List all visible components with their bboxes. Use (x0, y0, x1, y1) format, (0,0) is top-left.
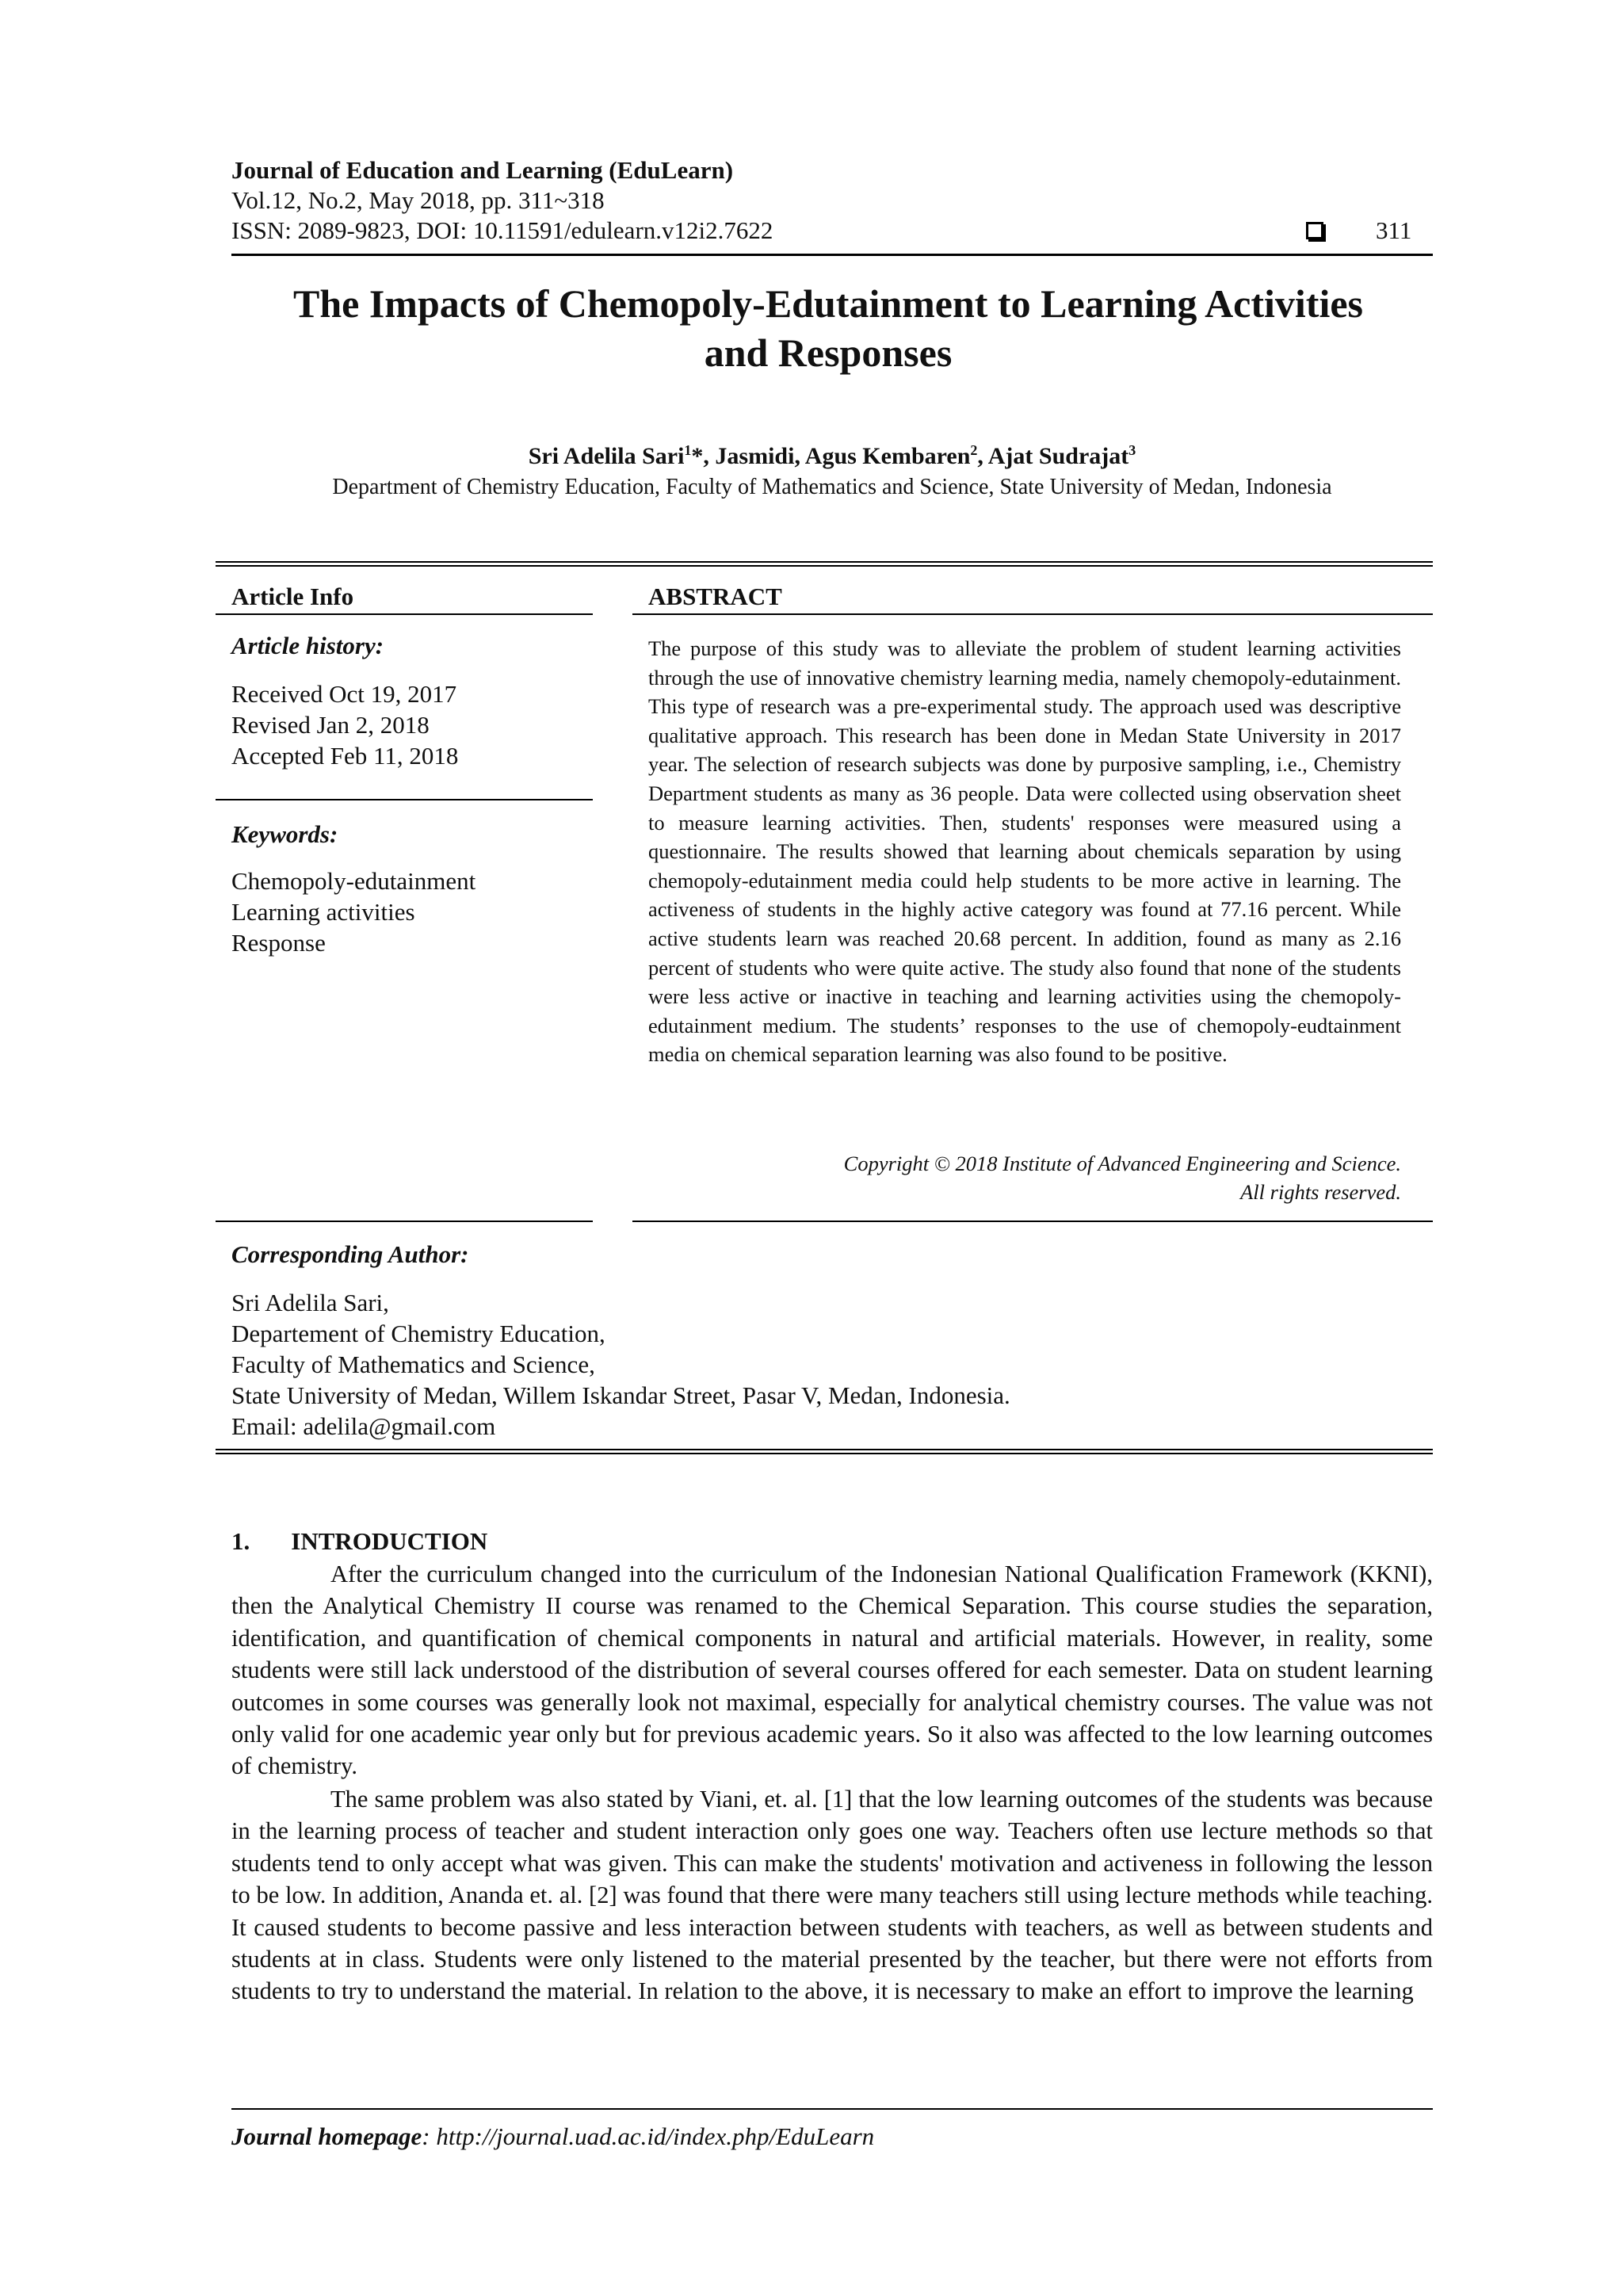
author-affiliation: Department of Chemistry Education, Faculty of Mathematics and Science, State University of Medan, Indonesia (332, 475, 1332, 499)
author-list (231, 442, 1433, 471)
square-bullet-icon (1306, 220, 1323, 242)
corresponding-dept: Departement of Chemistry Education, (231, 1320, 605, 1347)
revised-date: Revised Jan 2, 2018 (231, 711, 430, 739)
section-1-heading (231, 1526, 487, 1557)
abstract-heading: ABSTRACT (648, 583, 782, 610)
author-4: , Ajat Sudrajat (977, 443, 1129, 469)
journal-homepage (231, 2122, 874, 2151)
keyword-3: Response (231, 929, 326, 957)
author-1-affil: 1 (684, 442, 692, 458)
abstract-text: The purpose of this study was to alleviate the problem of student learning activities through the use of innovative chemistry learning media, namely chemopoly-edutainment. This type of research was a pre-experimental study. The approach used was descriptive qualitative approach. This research has been done in Medan State University in 2017 year. The selection of research subjects was done by purposive sampling, i.e., Chemistry Department students as many as 36 people. Data were collected using observation sheet to measure learning activities. Then, students' responses were measured using a questionnaire. The results showed that learning about chemicals separation by using chemopoly-edutainment media could help students to be more active in learning. The activeness of students in the highly active category was found at 77.16 percent. While active students learn was reached 20.68 percent. In addition, found as many as 2.16 percent of students who were quite active. The study also found that none of the students were less active or inactive in teaching and learning activities using the chemopoly-edutainment medium. The students’ responses to the use of chemopoly-eudtainment media on chemical separation learning was also found to be positive. (648, 636, 1401, 1067)
author-1: Sri Adelila Sari (528, 443, 685, 469)
intro-paragraph-1: After the curriculum changed into the curriculum of the Indonesian National Qualification Framework (KKNI), then the Analytical Chemistry II course was renamed to the Chemical Separation. This course studies the separation, identification, and quantification of chemical components in natural and artificial materials. However, in reality, some students were still lack understood of the distribution of several courses offered for each semester. Data on student learning outcomes in some courses was generally look not maximal, especially for analytical chemistry courses. The value was not only valid for one academic year only but for previous academic years. So it also was affected to the low learning outcomes of chemistry. (231, 1561, 1433, 1780)
keywords-rule (216, 1221, 593, 1222)
corresponding-faculty: Faculty of Mathematics and Science, (231, 1350, 595, 1378)
corresponding-address: State University of Medan, Willem Iskandar Street, Pasar V, Medan, Indonesia. (231, 1381, 1010, 1409)
authors-2-3: *, Jasmidi, Agus Kembaren (691, 443, 971, 469)
info-box-top-rule (216, 561, 1433, 563)
journal-issn-doi: ISSN: 2089-9823, DOI: 10.11591/edulearn.v12i2.7622 (231, 216, 773, 244)
intro-paragraph-2: The same problem was also stated by Viani, et. al. [1] that the low learning outcomes of the students was because in the learning process of teacher and student interaction only goes one way. Teachers often use lecture methods so that students tend to only accept what was given. This can make the students' motivation and activeness in following the lesson to be low. In addition, Ananda et. al. [2] was found that there were many teachers still using lecture methods while teaching. It caused students to become passive and less interaction between students with teachers, as well as between students and students at in class. Students were only listened to the material presented by the teacher, but there were not efforts from students to try to understand the material. In relation to the above, it is necessary to make an effort to improve the learning (231, 1786, 1433, 2005)
keyword-2: Learning activities (231, 898, 415, 926)
paper-title-line-2: and Responses (704, 330, 953, 375)
corresponding-author-heading: Corresponding Author: (231, 1240, 469, 1268)
info-box-bottom-rule (216, 1449, 1433, 1450)
copyright-notice (648, 1149, 1401, 1206)
corresponding-name: Sri Adelila Sari, (231, 1289, 389, 1316)
keywords-heading: Keywords: (231, 820, 338, 848)
copyright-line-1: Copyright © 2018 Institute of Advanced Engineering and Science. (843, 1152, 1401, 1175)
keyword-1: Chemopoly-edutainment (231, 867, 476, 895)
section-title: INTRODUCTION (291, 1527, 488, 1555)
homepage-url: : http://journal.uad.ac.id/index.php/EduLearn (422, 2122, 875, 2150)
footer-rule (231, 2108, 1433, 2110)
section-number: 1. (231, 1527, 250, 1555)
article-info-rule (216, 613, 593, 615)
journal-name: Journal of Education and Learning (EduLearn) (231, 156, 734, 184)
paper-title-line-1: The Impacts of Chemopoly-Edutainment to Learning Activities (293, 281, 1363, 326)
copyright-line-2: All rights reserved. (1240, 1180, 1401, 1204)
journal-volume: Vol.12, No.2, May 2018, pp. 311~318 (231, 186, 605, 214)
info-box-bottom-rule-2 (216, 1453, 1433, 1454)
abstract-bottom-rule (632, 1221, 1433, 1222)
paper-title (174, 279, 1482, 377)
article-history-heading: Article history: (231, 632, 384, 659)
article-info-heading: Article Info (231, 583, 354, 610)
author-4-affil: 3 (1128, 442, 1136, 458)
info-box-top-rule-2 (216, 565, 1433, 567)
corresponding-email: Email: adelila@gmail.com (231, 1412, 496, 1440)
accepted-date: Accepted Feb 11, 2018 (231, 742, 459, 770)
page-number: 311 (1376, 216, 1412, 244)
abstract-rule (632, 613, 1433, 615)
homepage-label: Journal homepage (231, 2122, 422, 2150)
received-date: Received Oct 19, 2017 (231, 680, 457, 708)
history-rule (216, 799, 593, 800)
header-rule (231, 254, 1433, 256)
author-3-affil: 2 (970, 442, 978, 458)
